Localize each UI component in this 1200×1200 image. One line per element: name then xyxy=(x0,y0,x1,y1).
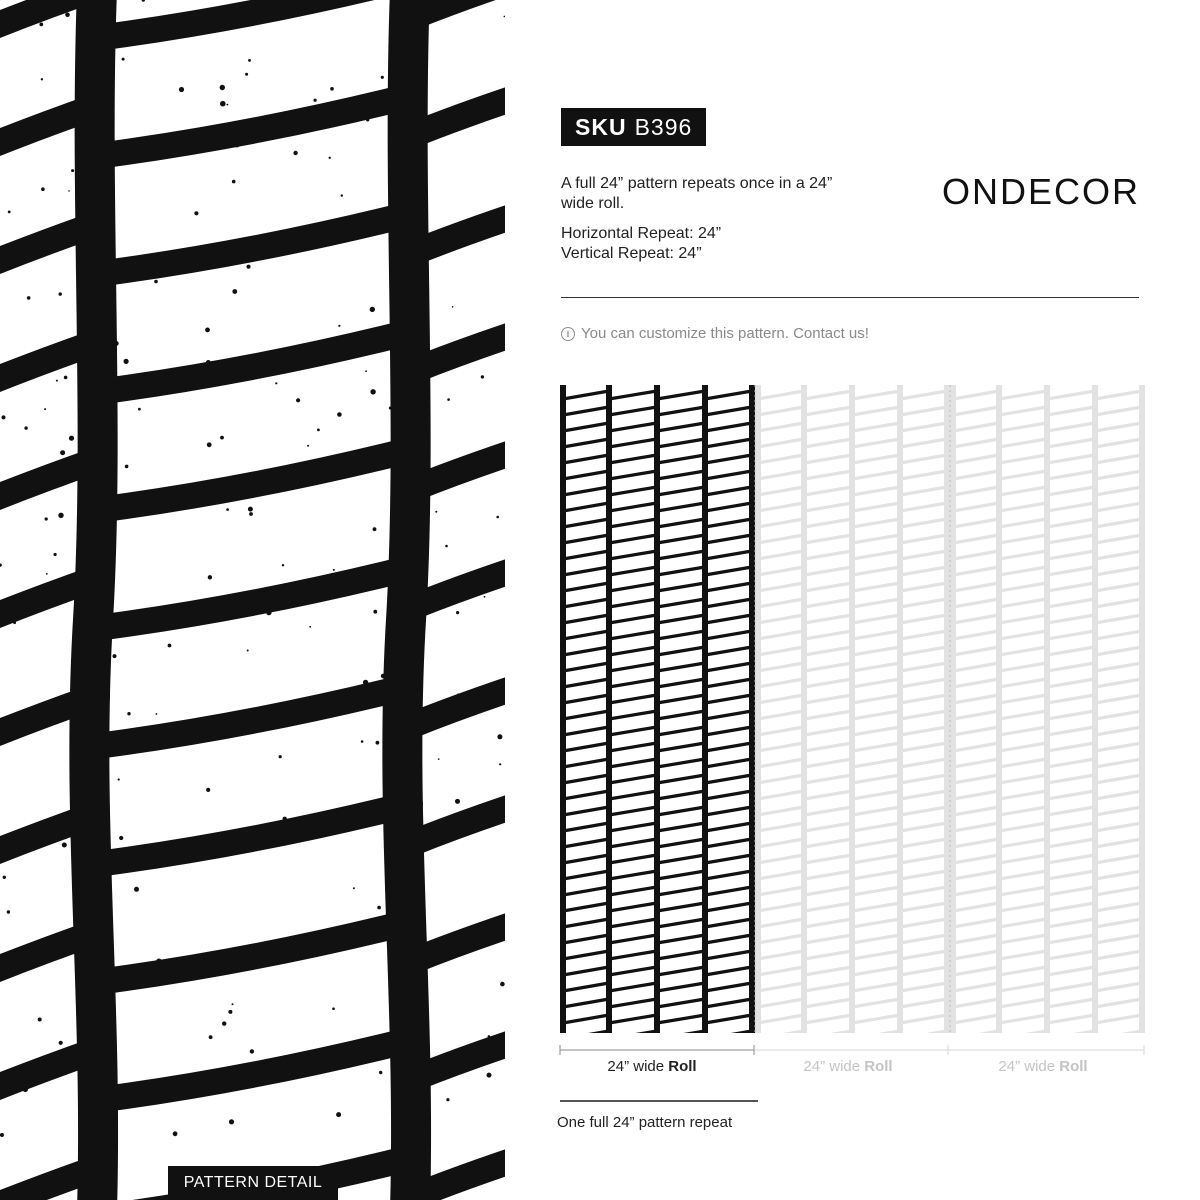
measure-roll-1 xyxy=(560,1045,754,1055)
brand-logo: ONDECOR xyxy=(941,171,1140,212)
roll-label-3 xyxy=(948,1058,1138,1075)
repeat-note: One full 24” pattern repeat xyxy=(557,1114,733,1131)
roll-width-measures xyxy=(556,1044,1150,1056)
roll-label-2 xyxy=(753,1058,943,1075)
customize-text: You can customize this pattern. Contact us! xyxy=(581,325,869,342)
roll-word: Roll xyxy=(668,1058,697,1075)
roll-width-text: 24” wide xyxy=(803,1058,865,1075)
pattern-spine xyxy=(89,0,98,1200)
roll-width-text: 24” wide xyxy=(998,1058,1060,1075)
horizontal-repeat: Horizontal Repeat: 24” xyxy=(561,225,722,242)
roll-2-pattern xyxy=(758,385,947,1033)
customize-note[interactable] xyxy=(561,325,869,342)
repeat-indicator-line xyxy=(560,1100,758,1102)
divider xyxy=(561,297,1139,298)
pattern-spine xyxy=(402,0,411,1200)
repeat-summary: A full 24” pattern repeats once in a 24” wide roll. xyxy=(561,175,833,212)
measure-roll-2 xyxy=(754,1045,948,1055)
roll-label-1 xyxy=(557,1058,747,1075)
roll-1-pattern xyxy=(563,385,752,1033)
pattern-detail-image xyxy=(0,0,505,1200)
herringbone-detail-graphic xyxy=(0,0,505,1200)
roll-width-text: 24” wide xyxy=(607,1058,669,1075)
info-icon: i xyxy=(561,327,575,341)
vertical-repeat: Vertical Repeat: 24” xyxy=(561,245,702,262)
roll-word: Roll xyxy=(864,1058,893,1075)
sku-code: B396 xyxy=(634,113,693,140)
measure-roll-3 xyxy=(948,1045,1144,1055)
repeat-specs xyxy=(561,224,861,264)
roll-3-pattern xyxy=(953,385,1142,1033)
roll-word: Roll xyxy=(1059,1058,1088,1075)
pattern-detail-label: PATTERN DETAIL xyxy=(168,1166,338,1200)
sku-prefix: SKU xyxy=(575,113,627,140)
pattern-description xyxy=(561,174,861,264)
sku-badge xyxy=(561,108,706,146)
roll-preview-graphic xyxy=(560,385,1145,1033)
